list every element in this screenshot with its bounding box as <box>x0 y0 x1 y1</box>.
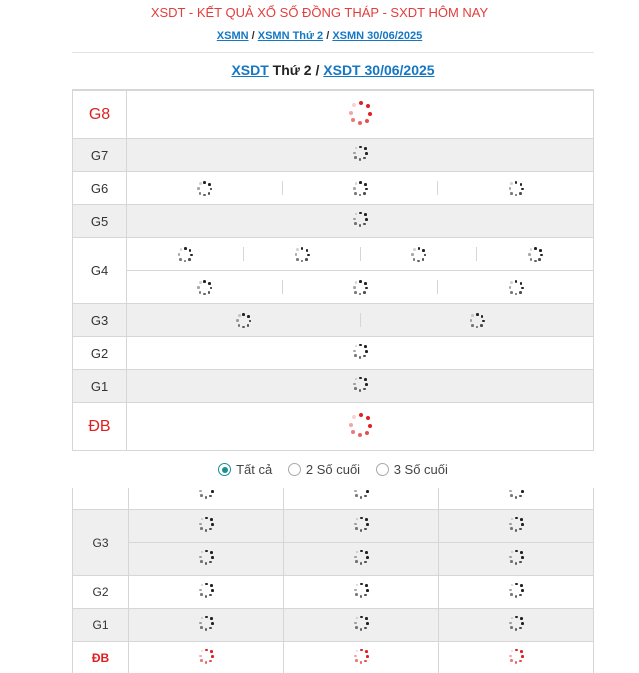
loading-spinner-icon <box>199 488 213 498</box>
prize-label: G5 <box>73 205 127 238</box>
loading-spinner-icon <box>354 616 368 630</box>
breadcrumb-link-xsmn[interactable]: XSMN <box>216 30 249 42</box>
loading-spinner-icon <box>236 313 250 327</box>
loading-spinner-icon <box>349 413 371 435</box>
loading-spinner-icon <box>353 377 367 391</box>
loading-spinner-icon <box>509 649 523 663</box>
result-heading <box>72 52 594 90</box>
prize-row-g2 <box>73 337 594 370</box>
breadcrumb-link-xsmn-date[interactable]: XSMN 30/06/2025 <box>332 30 423 42</box>
table-row <box>73 488 594 510</box>
prize-cell <box>127 205 594 238</box>
loto-table <box>72 488 594 673</box>
row-label: G2 <box>73 576 129 609</box>
loading-spinner-icon <box>509 583 523 597</box>
radio-checked-icon <box>218 463 231 476</box>
loading-spinner-icon <box>509 517 523 531</box>
row-label: ĐB <box>73 642 129 673</box>
filter-option-3-digits[interactable]: 3 Số cuối <box>376 462 448 477</box>
loading-spinner-icon <box>199 616 213 630</box>
prize-label: G2 <box>73 337 127 370</box>
table-row <box>73 576 594 609</box>
loading-spinner-icon <box>353 146 367 160</box>
breadcrumb <box>0 30 639 42</box>
loading-spinner-icon <box>509 181 523 195</box>
result-link-xsdt[interactable]: XSDT <box>231 62 269 78</box>
prize-row-g6 <box>73 172 594 205</box>
table-row <box>73 609 594 642</box>
prize-label: G8 <box>73 91 127 139</box>
prize-label: G4 <box>73 238 127 304</box>
row-label: G1 <box>73 609 129 642</box>
loading-spinner-icon <box>178 247 192 261</box>
loading-spinner-icon <box>349 101 371 123</box>
prize-label: G6 <box>73 172 127 205</box>
loading-spinner-icon <box>199 649 213 663</box>
radio-unchecked-icon <box>376 463 389 476</box>
loading-spinner-icon <box>354 649 368 663</box>
prize-label: G1 <box>73 370 127 403</box>
result-separator: / <box>315 62 320 78</box>
loading-spinner-icon <box>353 212 367 226</box>
breadcrumb-separator: / <box>251 30 255 42</box>
digit-filter <box>72 462 594 479</box>
loading-spinner-icon <box>354 550 368 564</box>
loading-spinner-icon <box>197 280 211 294</box>
loading-spinner-icon <box>509 488 523 498</box>
loto-table-container <box>72 488 594 673</box>
page-title: XSDT - KẾT QUẢ XỔ SỐ ĐỒNG THÁP - SXDT HÔM NAY <box>150 5 489 20</box>
table-row <box>73 543 594 576</box>
filter-option-2-digits[interactable]: 2 Số cuối <box>288 462 360 477</box>
prize-cell <box>127 370 594 403</box>
prize-cell <box>127 238 594 271</box>
loading-spinner-icon <box>509 550 523 564</box>
prize-label: G7 <box>73 139 127 172</box>
result-link-date[interactable]: XSDT 30/06/2025 <box>323 62 435 78</box>
loading-spinner-icon <box>199 517 213 531</box>
prize-cell <box>127 139 594 172</box>
prize-row-g7 <box>73 139 594 172</box>
result-table <box>72 90 594 451</box>
loading-spinner-icon <box>353 344 367 358</box>
prize-cell <box>127 271 594 304</box>
prize-row-g1 <box>73 370 594 403</box>
prize-cell <box>127 337 594 370</box>
prize-row-db <box>73 403 594 451</box>
prize-row-g8 <box>73 91 594 139</box>
loading-spinner-icon <box>509 616 523 630</box>
loading-spinner-icon <box>354 583 368 597</box>
row-label <box>73 488 129 510</box>
loading-spinner-icon <box>354 517 368 531</box>
breadcrumb-link-xsmn-thu-2[interactable]: XSMN Thứ 2 <box>257 30 324 42</box>
prize-cell <box>127 403 594 451</box>
prize-label: ĐB <box>73 403 127 451</box>
loading-spinner-icon <box>199 583 213 597</box>
prize-cell <box>127 304 594 337</box>
loading-spinner-icon <box>411 247 425 261</box>
loading-spinner-icon <box>470 313 484 327</box>
table-row <box>73 510 594 543</box>
loading-spinner-icon <box>353 280 367 294</box>
loading-spinner-icon <box>354 488 368 498</box>
loading-spinner-icon <box>295 247 309 261</box>
result-box <box>72 52 594 451</box>
prize-label: G3 <box>73 304 127 337</box>
prize-cell <box>127 91 594 139</box>
loading-spinner-icon <box>353 181 367 195</box>
prize-row-g3 <box>73 304 594 337</box>
radio-unchecked-icon <box>288 463 301 476</box>
table-row <box>73 642 594 673</box>
result-day: Thứ 2 <box>272 62 312 78</box>
loading-spinner-icon <box>199 550 213 564</box>
prize-cell <box>127 172 594 205</box>
loading-spinner-icon <box>197 181 211 195</box>
filter-option-all[interactable]: Tất cả <box>218 462 272 477</box>
loading-spinner-icon <box>509 280 523 294</box>
prize-row-g4-second <box>73 271 594 304</box>
prize-row-g4 <box>73 238 594 271</box>
breadcrumb-separator: / <box>326 30 330 42</box>
prize-row-g5 <box>73 205 594 238</box>
row-label: G3 <box>73 510 129 576</box>
loading-spinner-icon <box>528 247 542 261</box>
